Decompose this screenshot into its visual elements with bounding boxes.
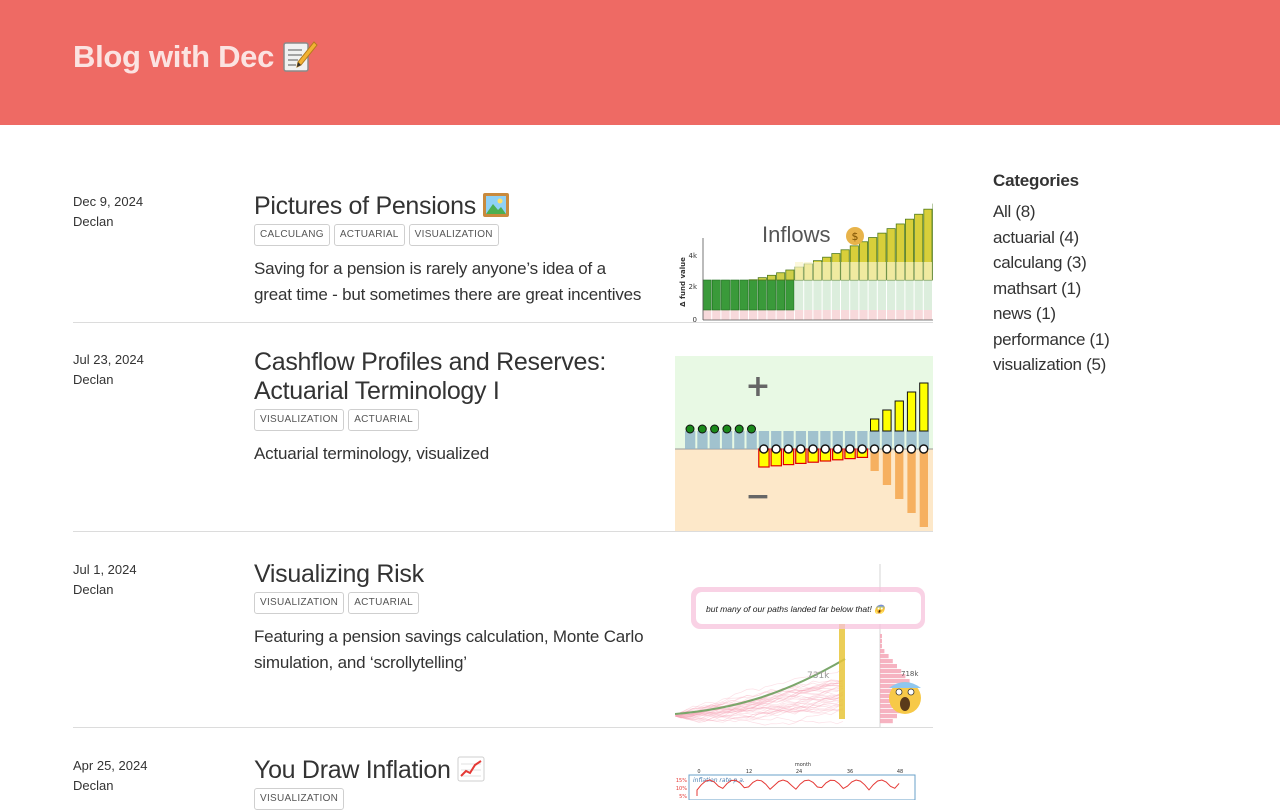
pale-bar	[795, 310, 803, 320]
post-title-link[interactable]	[254, 560, 644, 589]
site-title-text: Blog with Dec	[73, 39, 274, 74]
pale-bar	[841, 262, 849, 280]
callout-text: but many of our paths landed far below that! 😱	[706, 604, 886, 615]
employer-bar	[896, 280, 904, 310]
employer-bar	[859, 280, 867, 310]
pale-bar	[905, 310, 913, 320]
pale-bar	[896, 262, 904, 280]
employer-bar	[731, 280, 739, 310]
pale-bar	[896, 310, 904, 320]
inflow-dot	[748, 425, 756, 433]
thumb-heading: Inflows	[762, 222, 830, 247]
inflow-dot	[723, 425, 731, 433]
employer-bar	[878, 280, 886, 310]
employer-bar	[777, 280, 785, 310]
pale-bar	[721, 310, 729, 320]
svg-text:$: $	[852, 230, 859, 243]
employer-bar	[804, 280, 812, 310]
employer-bar	[758, 280, 766, 310]
pale-bar	[841, 310, 849, 320]
pale-bar	[924, 262, 932, 280]
employer-bar	[813, 280, 821, 310]
employer-bar	[703, 280, 711, 310]
category-tag[interactable]: VISUALIZATION	[254, 788, 344, 810]
category-link-visualization[interactable]: visualization (5)	[993, 352, 1213, 378]
post-description: Actuarial terminology, visualized	[254, 441, 644, 467]
category-tag[interactable]: VISUALIZATION	[254, 592, 344, 614]
post-separator	[73, 727, 933, 728]
balance-dot	[784, 445, 792, 453]
x-axis-title: month	[795, 762, 811, 768]
premium-bar	[920, 383, 928, 431]
pale-bar	[915, 310, 923, 320]
pale-bar	[859, 262, 867, 280]
value-label: 718k	[901, 670, 919, 678]
histogram-bar	[880, 649, 884, 653]
inflows-chart-image	[675, 202, 933, 322]
employer-bar	[767, 280, 775, 310]
pale-bar	[804, 310, 812, 320]
y-tick-label: 0	[693, 316, 697, 322]
pale-bar	[813, 310, 821, 320]
pale-bar	[813, 262, 821, 280]
employer-bar	[786, 280, 794, 310]
x-tick-label: 48	[897, 769, 903, 775]
chart-increasing-icon	[457, 756, 485, 782]
employer-bar	[869, 280, 877, 310]
reserve-bar	[685, 431, 695, 449]
pale-bar	[795, 262, 803, 280]
histogram-bar	[880, 639, 882, 643]
category-tag[interactable]: CALCULANG	[254, 224, 330, 246]
pale-bar	[878, 262, 886, 280]
reserve-bar	[747, 431, 757, 449]
post-thumbnail[interactable]	[675, 356, 933, 531]
pale-bar	[712, 310, 720, 320]
post-list-item[interactable]	[73, 350, 933, 531]
pale-bar	[823, 262, 831, 280]
pale-bar	[869, 310, 877, 320]
balance-dot	[883, 445, 891, 453]
post-meta	[73, 350, 243, 390]
pale-bar	[832, 262, 840, 280]
premium-bar	[907, 392, 915, 431]
employer-bar	[823, 280, 831, 310]
post-meta	[73, 560, 243, 600]
x-tick-label: 0	[697, 769, 700, 775]
inflow-dot	[711, 425, 719, 433]
employer-bar	[905, 280, 913, 310]
histogram-bar	[880, 634, 882, 638]
category-link-calculang[interactable]: calculang (3)	[993, 250, 1213, 276]
premium-bar	[895, 401, 903, 431]
post-description: Saving for a pension is rarely anyone’s idea of a great time - but sometimes there are great incentives	[254, 256, 644, 308]
post-title-link[interactable]	[254, 756, 644, 785]
pale-bar	[859, 310, 867, 320]
post-author: Declan	[73, 370, 243, 390]
scream-face-icon	[889, 682, 921, 714]
thumb-label: inflation rate p.a.	[693, 777, 745, 784]
employer-bar	[712, 280, 720, 310]
y-tick-label: 2k	[688, 283, 697, 291]
balance-dot	[895, 445, 903, 453]
category-tag[interactable]: ACTUARIAL	[334, 224, 405, 246]
post-author: Declan	[73, 776, 243, 796]
pale-bar	[823, 310, 831, 320]
x-tick-label: 12	[746, 769, 752, 775]
inflow-dot	[735, 425, 743, 433]
site-header	[0, 0, 1280, 125]
pale-bar	[758, 310, 766, 320]
category-tag[interactable]: VISUALIZATION	[409, 224, 499, 246]
pale-bar	[869, 262, 877, 280]
histogram-bar	[880, 654, 889, 658]
reserve-bar	[697, 431, 707, 449]
employer-bar	[832, 280, 840, 310]
post-body	[254, 348, 644, 467]
x-tick-label: 24	[796, 769, 802, 775]
histogram-bar	[880, 669, 901, 673]
post-date: Apr 25, 2024	[73, 756, 243, 776]
category-list	[993, 199, 1213, 378]
balance-dot	[846, 445, 854, 453]
post-thumbnail[interactable]	[675, 202, 933, 322]
post-date: Dec 9, 2024	[73, 192, 243, 212]
premium-bar	[883, 410, 891, 431]
histogram-bar	[880, 659, 893, 663]
employer-bar	[795, 280, 803, 310]
framed-picture-icon	[482, 192, 510, 218]
post-date: Jul 23, 2024	[73, 350, 243, 370]
post-date: Jul 1, 2024	[73, 560, 243, 580]
value-label: 731k	[807, 671, 830, 681]
post-title: Pictures of Pensions	[254, 192, 476, 220]
employer-bar	[887, 280, 895, 310]
post-separator	[73, 322, 933, 323]
post-title: Visualizing Risk	[254, 560, 424, 588]
claim-bar	[920, 449, 928, 527]
plus-sign: +	[745, 369, 770, 404]
pale-bar	[924, 310, 932, 320]
risk-paths-image	[675, 564, 933, 727]
inflow-bar	[777, 273, 785, 280]
balance-dot	[834, 445, 842, 453]
post-title-link[interactable]	[254, 348, 644, 406]
employer-bar	[841, 280, 849, 310]
pale-bar	[878, 310, 886, 320]
post-author: Declan	[73, 580, 243, 600]
minus-sign: −	[745, 479, 770, 514]
category-link-news[interactable]: news (1)	[993, 301, 1213, 327]
reserve-bar	[734, 431, 744, 449]
balance-dot	[821, 445, 829, 453]
post-meta	[73, 756, 243, 796]
histogram-bar	[880, 644, 882, 648]
balance-dot	[907, 445, 915, 453]
post-meta	[73, 192, 243, 232]
pale-bar	[887, 310, 895, 320]
post-title: Cashflow Profiles and Reserves: Actuarial Terminology I	[254, 348, 606, 405]
y-tick-label: 5%	[679, 794, 687, 800]
category-tag[interactable]: VISUALIZATION	[254, 409, 344, 431]
post-body	[254, 192, 644, 308]
category-link-actuarial[interactable]: actuarial (4)	[993, 225, 1213, 251]
claim-bar	[895, 449, 903, 499]
inflow-dot	[686, 425, 694, 433]
post-title: You Draw Inflation	[254, 756, 451, 784]
inflow-bar	[767, 275, 775, 280]
reserve-bar	[710, 431, 720, 449]
pale-bar	[731, 310, 739, 320]
post-thumbnail[interactable]	[675, 762, 933, 800]
inflow-bar	[758, 278, 766, 280]
claim-bar	[907, 449, 915, 513]
sidebar-heading: Categories	[993, 171, 1213, 191]
premium-bar	[871, 419, 879, 431]
balance-dot	[871, 445, 879, 453]
balance-dot	[797, 445, 805, 453]
y-axis-label: Δ fund value	[679, 257, 687, 307]
post-title-link[interactable]	[254, 192, 644, 221]
balance-dot	[809, 445, 817, 453]
category-tag[interactable]: ACTUARIAL	[348, 592, 419, 614]
pale-bar	[777, 310, 785, 320]
post-separator	[73, 531, 933, 532]
y-tick-label: 4k	[688, 252, 697, 260]
pale-bar	[905, 262, 913, 280]
money-bag-icon	[846, 227, 864, 245]
pale-bar	[749, 310, 757, 320]
category-tag[interactable]: ACTUARIAL	[348, 409, 419, 431]
category-link-all[interactable]: All (8)	[993, 199, 1213, 225]
pale-bar	[804, 262, 812, 280]
histogram-bar	[880, 664, 897, 668]
inflation-chart-image	[675, 762, 933, 800]
inflow-bar	[786, 270, 794, 280]
claim-bar	[883, 449, 891, 485]
inflow-dot	[698, 425, 706, 433]
memo-icon	[280, 39, 318, 73]
employer-bar	[915, 280, 923, 310]
post-author: Declan	[73, 212, 243, 232]
balance-dot	[760, 445, 768, 453]
reserve-bar	[722, 431, 732, 449]
employer-bar	[721, 280, 729, 310]
balance-dot	[858, 445, 866, 453]
histogram-bar	[880, 719, 893, 723]
pale-bar	[850, 262, 858, 280]
employer-bar	[749, 280, 757, 310]
post-categories	[254, 592, 644, 614]
pale-bar	[887, 262, 895, 280]
y-tick-label: 15%	[676, 778, 687, 784]
pale-bar	[915, 262, 923, 280]
x-tick-label: 36	[847, 769, 853, 775]
post-categories	[254, 224, 644, 246]
employer-bar	[850, 280, 858, 310]
category-link-performance[interactable]: performance (1)	[993, 327, 1213, 353]
pale-bar	[832, 310, 840, 320]
post-categories	[254, 409, 644, 431]
post-list-item[interactable]	[73, 756, 933, 800]
post-thumbnail[interactable]	[675, 564, 933, 727]
pale-bar	[850, 310, 858, 320]
post-categories	[254, 788, 644, 810]
pale-bar	[767, 310, 775, 320]
histogram-bar	[880, 714, 897, 718]
post-body	[254, 560, 644, 676]
post-list-item[interactable]	[73, 560, 933, 727]
post-description: Featuring a pension savings calculation, Monte Carlo simulation, and ‘scrollytelling’	[254, 624, 644, 676]
y-tick-label: 10%	[676, 786, 687, 792]
site-title-link[interactable]	[73, 39, 318, 75]
employer-bar	[924, 280, 932, 310]
pale-bar	[740, 310, 748, 320]
categories-sidebar	[993, 171, 1213, 378]
employer-bar	[740, 280, 748, 310]
balance-dot	[920, 445, 928, 453]
cashflow-profile-image	[675, 356, 933, 531]
balance-dot	[772, 445, 780, 453]
pale-bar	[703, 310, 711, 320]
post-list-item[interactable]	[73, 192, 933, 322]
pale-bar	[786, 310, 794, 320]
category-link-mathsart[interactable]: mathsart (1)	[993, 276, 1213, 302]
post-body	[254, 756, 644, 810]
